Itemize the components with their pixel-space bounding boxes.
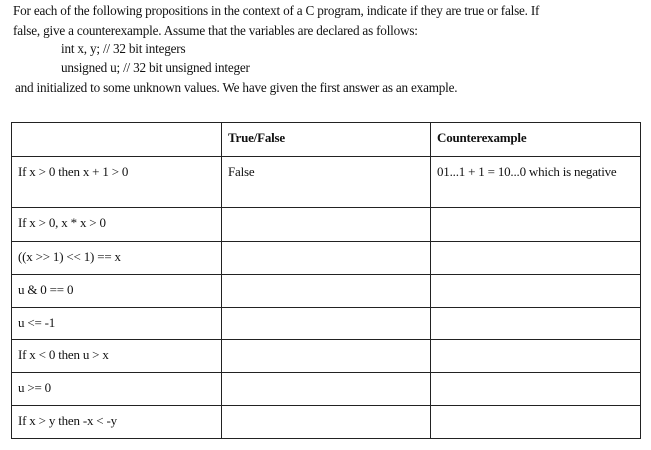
proposition-cell: u >= 0: [12, 373, 222, 406]
counterexample-cell[interactable]: 01...1 + 1 = 10...0 which is negative: [431, 157, 641, 208]
counterexample-cell[interactable]: [431, 275, 641, 308]
proposition-cell: If x < 0 then u > x: [12, 340, 222, 373]
header-counterexample: Counterexample: [431, 123, 641, 157]
counterexample-cell[interactable]: [431, 340, 641, 373]
true-false-cell[interactable]: [222, 208, 431, 242]
counterexample-cell[interactable]: [431, 373, 641, 406]
table-row: [12, 242, 641, 275]
true-false-cell[interactable]: [222, 308, 431, 340]
true-false-cell[interactable]: False: [222, 157, 431, 208]
intro-line-3: and initialized to some unknown values. We have given the first answer as an example.: [15, 80, 458, 95]
propositions-table: [11, 122, 641, 439]
proposition-cell: If x > 0 then x + 1 > 0: [12, 157, 222, 208]
true-false-cell[interactable]: [222, 406, 431, 439]
table-row: [12, 275, 641, 308]
proposition-cell: u <= -1: [12, 308, 222, 340]
table-header-row: [12, 123, 641, 157]
counterexample-cell[interactable]: [431, 208, 641, 242]
intro-line-1: For each of the following propositions in the context of a C program, indicate if they are true or false. If: [13, 3, 540, 18]
proposition-cell: If x > y then -x < -y: [12, 406, 222, 439]
table-row: [12, 208, 641, 242]
header-proposition: [12, 123, 222, 157]
counterexample-cell[interactable]: [431, 308, 641, 340]
proposition-cell: ((x >> 1) << 1) == x: [12, 242, 222, 275]
true-false-cell[interactable]: [222, 242, 431, 275]
table-row: [12, 157, 641, 208]
header-true-false: True/False: [222, 123, 431, 157]
true-false-cell[interactable]: [222, 373, 431, 406]
table-row: [12, 308, 641, 340]
table-row: [12, 406, 641, 439]
intro-line-2: false, give a counterexample. Assume that the variables are declared as follows:: [13, 23, 418, 38]
true-false-cell[interactable]: [222, 275, 431, 308]
proposition-cell: If x > 0, x * x > 0: [12, 208, 222, 242]
counterexample-cell[interactable]: [431, 242, 641, 275]
declaration-unsigned: unsigned u; // 32 bit unsigned integer: [61, 60, 250, 75]
counterexample-cell[interactable]: [431, 406, 641, 439]
declaration-int: int x, y; // 32 bit integers: [61, 41, 186, 56]
table-row: [12, 373, 641, 406]
true-false-cell[interactable]: [222, 340, 431, 373]
proposition-cell: u & 0 == 0: [12, 275, 222, 308]
table-row: [12, 340, 641, 373]
